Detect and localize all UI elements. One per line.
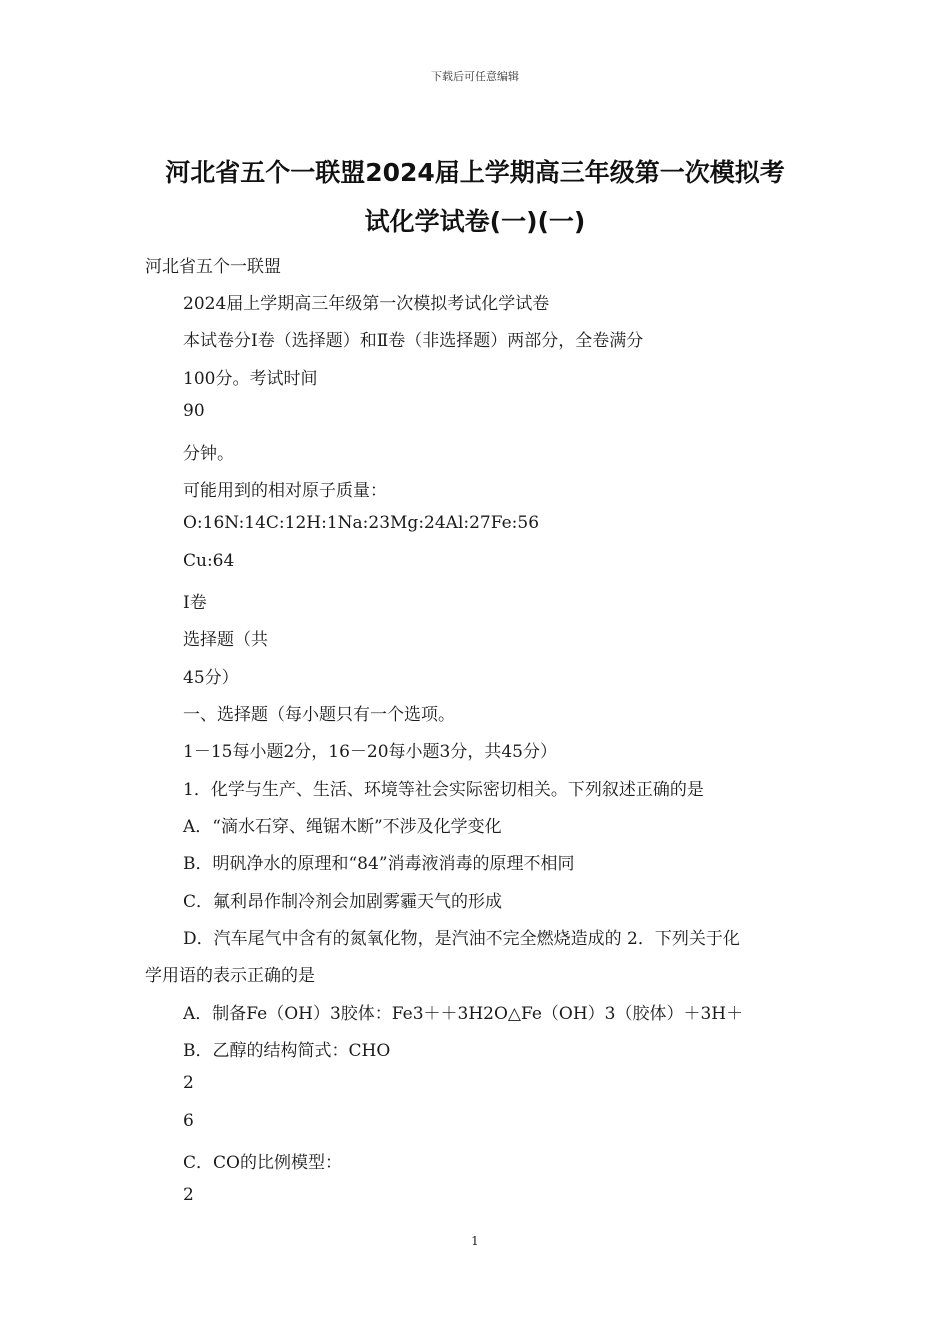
- text-line: 45分）: [183, 668, 239, 688]
- text-line: 可能用到的相对原子质量：: [183, 481, 387, 501]
- text-line: 一、选择题（每小题只有一个选项。: [183, 705, 455, 725]
- text-line: 100分。考试时间: [183, 369, 318, 389]
- page-number: 1: [471, 1234, 479, 1248]
- text-line: O:16N:14C:12H:1Na:23Mg:24Al:27Fe:56: [183, 513, 540, 533]
- text-line: 90: [183, 401, 205, 421]
- text-line: Cu:64: [183, 551, 235, 571]
- document-title-line-1: 河北省五个一联盟2024届上学期高三年级第一次模拟考: [165, 158, 785, 187]
- text-line: 2: [183, 1185, 194, 1205]
- text-line: A．制备Fe（OH）3胶体：Fe3＋＋3H2O△Fe（OH）3（胶体）＋3H＋: [183, 1004, 744, 1024]
- text-line: 选择题（共: [183, 630, 268, 650]
- text-line: B．明矾净水的原理和“84”消毒液消毒的原理不相同: [183, 854, 575, 874]
- text-line: 6: [183, 1111, 194, 1131]
- text-line: 2024届上学期高三年级第一次模拟考试化学试卷: [183, 294, 550, 314]
- text-line: 分钟。: [183, 444, 234, 464]
- text-line: A．“滴水石穿、绳锯木断”不涉及化学变化: [183, 817, 502, 837]
- text-line: Ⅰ卷: [183, 593, 207, 613]
- text-line: 1－15每小题2分，16－20每小题3分，共45分）: [183, 742, 557, 762]
- text-line: B．乙醇的结构简式：CHO: [183, 1041, 391, 1061]
- text-line: 本试卷分Ⅰ卷（选择题）和Ⅱ卷（非选择题）两部分，全卷满分: [183, 331, 644, 351]
- text-line: 2: [183, 1073, 194, 1093]
- text-line: 1．化学与生产、生活、环境等社会实际密切相关。下列叙述正确的是: [183, 780, 704, 800]
- text-line: D．汽车尾气中含有的氮氧化物，是汽油不完全燃烧造成的 2．下列关于化: [183, 929, 740, 949]
- download-note: 下载后可任意编辑: [431, 70, 519, 83]
- text-line: C．氟利昂作制冷剂会加剧雾霾天气的形成: [183, 892, 503, 912]
- text-line: C．CO的比例模型：: [183, 1153, 342, 1173]
- document-title-line-2: 试化学试卷(一)(一): [364, 207, 586, 236]
- text-line: 学用语的表示正确的是: [145, 966, 315, 986]
- text-line: 河北省五个一联盟: [145, 257, 281, 277]
